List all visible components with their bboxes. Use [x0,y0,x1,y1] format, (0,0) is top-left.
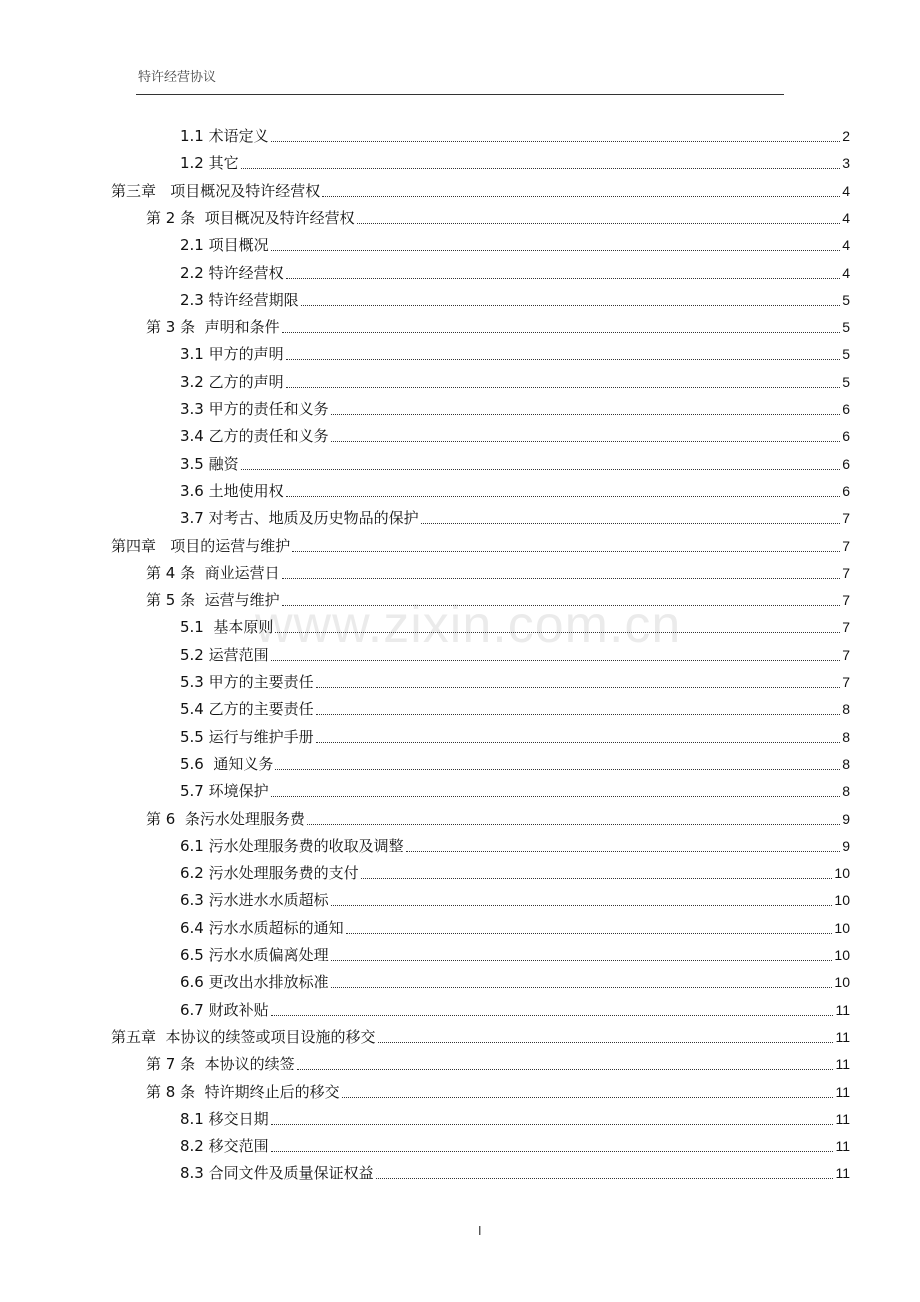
dot-leader [286,359,841,360]
toc-entry-label: 6.1 污水处理服务费的收取及调整 [180,836,404,855]
toc-entry-page-number: 10 [834,892,850,909]
toc-entry-section[interactable] [180,365,850,392]
watermark: www.zixin.com.cn [255,596,682,654]
toc-entry-label: 第 5 条 运营与维护 [146,591,280,610]
toc-entry-section[interactable] [180,337,850,364]
toc-entry-article[interactable] [146,802,850,829]
toc-entry-label: 5.4 乙方的主要责任 [180,700,314,719]
dot-leader [286,496,841,497]
toc-entry-section[interactable] [180,829,850,856]
toc-entry-page-number: 7 [842,592,850,609]
toc-entry-page-number: 4 [842,209,850,226]
dot-leader [316,687,841,688]
dot-leader [282,605,841,606]
toc-entry-label: 3.2 乙方的声明 [180,372,284,391]
toc-entry-article[interactable] [146,556,850,583]
toc-entry-label: 5.6 通知义务 [180,754,274,773]
toc-entry-page-number: 7 [842,564,850,581]
toc-entry-article[interactable] [146,1075,850,1102]
running-header: 特许经营协议 [138,70,217,85]
dot-leader [316,742,841,743]
dot-leader [292,551,840,552]
toc-entry-section[interactable] [180,720,850,747]
toc-entry-label: 第四章 项目的运营与维护 [111,536,291,555]
toc-entry-label: 5.5 运行与维护手册 [180,727,314,746]
toc-entry-section[interactable] [180,993,850,1020]
dot-leader [316,714,841,715]
toc-entry-section[interactable] [180,256,850,283]
toc-entry-page-number: 9 [842,810,850,827]
toc-entry-page-number: 5 [842,373,850,390]
dot-leader [346,933,833,934]
toc-entry-page-number: 11 [835,1165,850,1182]
toc-entry-label: 6.5 污水水质偏离处理 [180,946,329,964]
toc-entry-page-number: 11 [835,1138,850,1155]
toc-entry-chapter[interactable] [111,1020,850,1047]
toc-entry-page-number: 11 [835,1001,850,1018]
toc-entry-section[interactable] [180,911,850,938]
dot-leader [271,1124,834,1125]
toc-entry-section[interactable] [180,447,850,474]
toc-entry-page-number: 4 [842,264,850,281]
toc-entry-page-number: 8 [842,701,850,718]
toc-entry-page-number: 11 [835,1028,850,1045]
toc-entry-page-number: 5 [842,291,850,308]
toc-entry-section[interactable] [180,1156,850,1183]
dot-leader [322,196,840,197]
toc-entry-section[interactable] [180,856,850,883]
dot-leader [271,1015,834,1016]
toc-entry-page-number: 2 [842,128,850,144]
toc-entry-chapter[interactable] [111,174,850,201]
dot-leader [282,332,841,333]
toc-entry-label: 3.5 融资 [180,454,239,473]
toc-entry-section[interactable] [180,692,850,719]
toc-entry-section[interactable] [180,501,850,528]
toc-entry-page-number: 10 [834,865,850,882]
toc-entry-page-number: 7 [842,674,850,690]
toc-entry-label: 3.6 土地使用权 [180,481,284,500]
dot-leader [241,168,841,169]
toc-entry-label: 6.7 财政补贴 [180,1000,269,1019]
dot-leader [297,1069,834,1070]
toc-entry-label: 6.3 污水进水水质超标 [180,891,329,910]
toc-entry-page-number: 8 [842,783,850,800]
toc-entry-page-number: 10 [834,947,850,963]
dot-leader [271,796,841,797]
toc-entry-label: 第 7 条 本协议的续签 [146,1055,295,1074]
toc-entry-label: 第 2 条 项目概况及特许经营权 [146,208,355,227]
toc-entry-label: 第 6 条污水处理服务费 [146,809,305,828]
toc-entry-label: 6.4 污水水质超标的通知 [180,918,344,937]
toc-entry-label: 5.3 甲方的主要责任 [180,673,314,691]
toc-entry-label: 第 8 条 特许期终止后的移交 [146,1082,340,1101]
dot-leader [275,632,840,633]
toc-entry-page-number: 4 [842,237,850,254]
dot-leader [406,851,841,852]
dot-leader [286,278,841,279]
toc-entry-page-number: 7 [842,510,850,527]
dot-leader [286,387,841,388]
toc-entry-label: 3.1 甲方的声明 [180,345,284,364]
dot-leader [331,414,841,415]
toc-entry-page-number: 3 [842,155,850,172]
toc-entry-page-number: 5 [842,346,850,363]
dot-leader [331,987,833,988]
toc-entry-page-number: 9 [842,837,850,854]
toc-entry-label: 3.3 甲方的责任和义务 [180,400,329,418]
toc-entry-section[interactable] [180,938,850,965]
toc-entry-label: 第三章 项目概况及特许经营权 [111,181,321,200]
toc-entry-section[interactable] [180,774,850,801]
toc-entry-section[interactable] [180,1129,850,1156]
dot-leader [282,578,841,579]
toc-entry-section[interactable] [180,474,850,501]
dot-leader [331,960,833,961]
toc-entry-label: 2.3 特许经营期限 [180,290,299,309]
toc-entry-label: 8.3 合同文件及质量保证权益 [180,1164,374,1183]
dot-leader [271,141,841,142]
dot-leader [271,250,841,251]
toc-entry-label: 3.4 乙方的责任和义务 [180,427,329,446]
dot-leader [307,824,840,825]
toc-entry-page-number: 7 [842,646,850,663]
toc-entry-label: 3.7 对考古、地质及历史物品的保护 [180,509,419,528]
toc-entry-label: 5.1 基本原则 [180,618,274,637]
toc-entry-label: 8.1 移交日期 [180,1109,269,1128]
toc-entry-section[interactable] [180,965,850,992]
toc-entry-page-number: 6 [842,401,850,417]
toc-entry-section[interactable] [180,665,850,692]
toc-entry-page-number: 6 [842,428,850,445]
toc-entry-chapter[interactable] [111,529,850,556]
toc-entry-label: 1.1 术语定义 [180,127,269,145]
toc-entry-section[interactable] [180,1102,850,1129]
dot-leader [275,769,840,770]
page-number: I [478,1224,482,1238]
dot-leader [241,469,841,470]
toc-entry-section[interactable] [180,638,850,665]
toc-entry-section[interactable] [180,419,850,446]
toc-entry-section[interactable] [180,747,850,774]
toc-entry-section[interactable] [180,283,850,310]
dot-leader [331,441,841,442]
toc-entry-section[interactable] [180,392,850,419]
toc-entry-label: 1.2 其它 [180,154,239,173]
toc-entry-section[interactable] [180,146,850,173]
toc-entry-label: 第五章 本协议的续签或项目设施的移交 [111,1027,376,1046]
dot-leader [361,878,833,879]
toc-entry-page-number: 5 [842,319,850,336]
toc-entry-section[interactable] [180,119,850,146]
toc-entry-label: 6.2 污水处理服务费的支付 [180,864,359,883]
toc-entry-article[interactable] [146,310,850,337]
toc-entry-page-number: 7 [842,537,850,554]
toc-entry-page-number: 11 [835,1056,850,1073]
toc-entry-page-number: 10 [834,974,850,991]
toc-entry-section[interactable] [180,883,850,910]
toc-entry-section[interactable] [180,228,850,255]
toc-entry-page-number: 10 [834,919,850,936]
toc-entry-label: 5.7 环境保护 [180,782,269,801]
toc-entry-article[interactable] [146,1047,850,1074]
toc-entry-page-number: 6 [842,455,850,472]
dot-leader [271,1151,834,1152]
toc-entry-article[interactable] [146,583,850,610]
toc-entry-page-number: 11 [835,1110,850,1127]
dot-leader [376,1178,834,1179]
toc-entry-section[interactable] [180,610,850,637]
toc-entry-label: 6.6 更改出水排放标准 [180,973,329,992]
dot-leader [331,905,833,906]
toc-entry-page-number: 8 [842,755,850,772]
dot-leader [301,305,841,306]
dot-leader [421,523,841,524]
dot-leader [342,1097,834,1098]
toc-entry-page-number: 4 [842,182,850,199]
dot-leader [271,660,841,661]
toc-entry-label: 5.2 运营范围 [180,645,269,664]
dot-leader [357,223,841,224]
toc-entry-page-number: 7 [842,619,850,636]
toc-entry-page-number: 6 [842,482,850,499]
toc-entry-label: 第 4 条 商业运营日 [146,563,280,582]
toc-entry-label: 2.1 项目概况 [180,236,269,255]
dot-leader [378,1042,834,1043]
toc-entry-label: 第 3 条 声明和条件 [146,318,280,337]
toc-entry-article[interactable] [146,201,850,228]
toc-entry-page-number: 8 [842,728,850,745]
header-rule [136,94,784,95]
toc-entry-label: 8.2 移交范围 [180,1137,269,1156]
toc-entry-label: 2.2 特许经营权 [180,263,284,282]
toc-entry-page-number: 11 [835,1083,850,1100]
